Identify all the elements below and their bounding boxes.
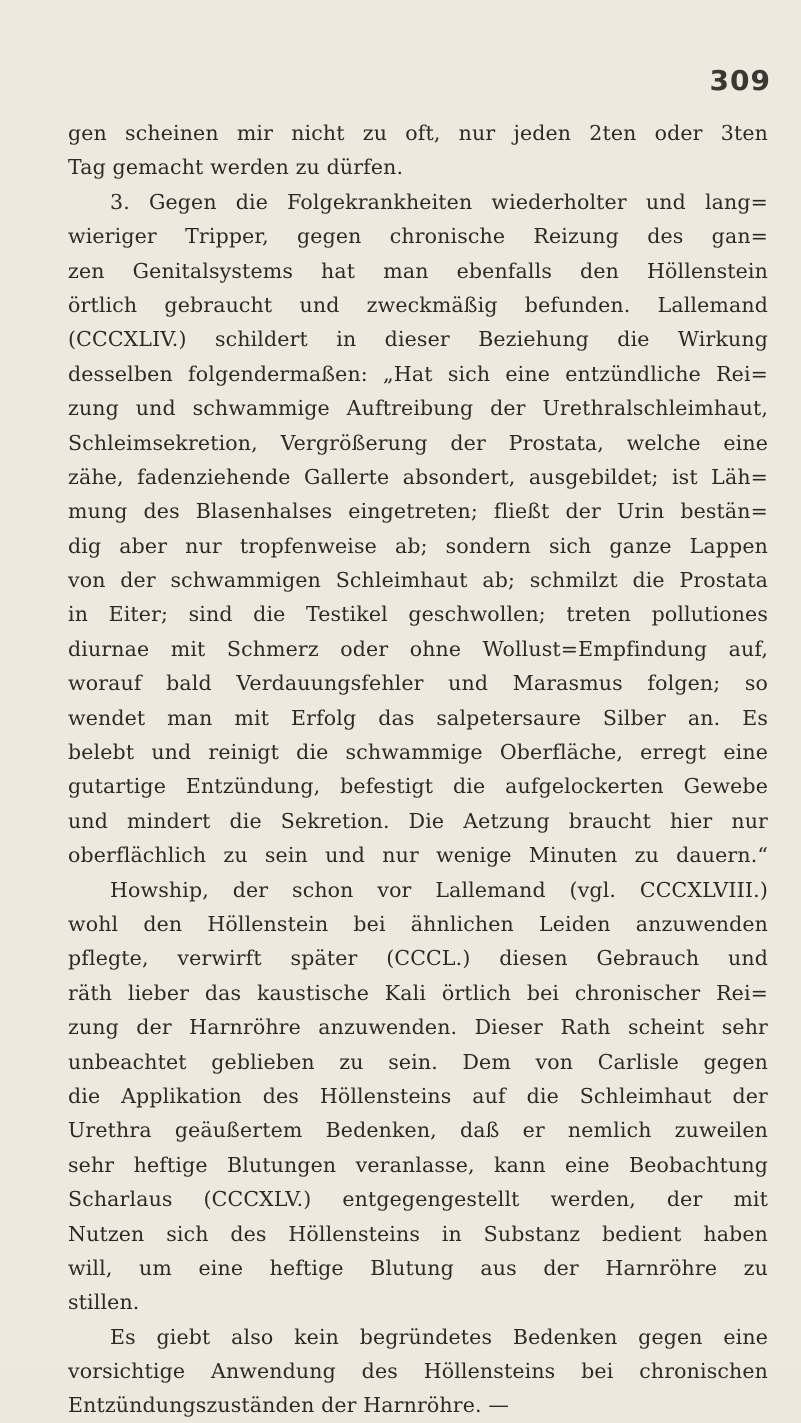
text-line: vorsichtige Anwendung des Höllensteins bei chronischen xyxy=(68,1359,768,1384)
text-line: zähe, fadenziehende Gallerte absondert, ausgebildet; ist Läh= xyxy=(68,464,768,489)
text-line: oberflächlich zu sein und nur wenige Minuten zu dauern.“ xyxy=(68,843,768,868)
text-line: von der schwammigen Schleimhaut ab; schmilzt die Prostata xyxy=(68,568,768,593)
text-line: örtlich gebraucht und zweckmäßig befunden. Lallemand xyxy=(68,292,768,317)
text-line: zung und schwammige Auftreibung der Urethralschleimhaut, xyxy=(68,396,768,421)
text-line: Scharlaus (CCCXLV.) entgegengestellt werden, der mit xyxy=(68,1187,768,1212)
text-line: unbeachtet geblieben zu sein. Dem von Carlisle gegen xyxy=(68,1049,768,1074)
text-line: zung der Harnröhre anzuwenden. Dieser Rath scheint sehr xyxy=(68,1015,768,1040)
text-line: stillen. xyxy=(68,1290,140,1315)
text-line: zen Genitalsystems hat man ebenfalls den Höllenstein xyxy=(68,258,768,283)
text-line: wendet man mit Erfolg das salpetersaure Silber an. Es xyxy=(68,705,768,730)
text-line: Tag gemacht werden zu dürfen. xyxy=(68,155,404,180)
text-line: 3. Gegen die Folgekrankheiten wiederholter und lang= xyxy=(110,189,768,214)
text-line: wohl den Höllenstein bei ähnlichen Leiden anzuwenden xyxy=(68,911,768,936)
text-line: Nutzen sich des Höllensteins in Substanz bedient haben xyxy=(68,1221,768,1246)
text-line: Howship, der schon vor Lallemand (vgl. CCCXLVIII.) xyxy=(110,877,768,902)
text-line: wieriger Tripper, gegen chronische Reizung des gan= xyxy=(68,224,768,249)
text-line: belebt und reinigt die schwammige Oberfläche, erregt eine xyxy=(68,740,768,765)
text-line: sehr heftige Blutungen veranlasse, kann eine Beobachtung xyxy=(68,1152,768,1177)
text-line: will, um eine heftige Blutung aus der Harnröhre zu xyxy=(68,1255,768,1280)
text-line: die Applikation des Höllensteins auf die Schleimhaut der xyxy=(68,1083,768,1108)
text-line: gen scheinen mir nicht zu oft, nur jeden 2ten oder 3ten xyxy=(68,121,768,145)
text-line: gutartige Entzündung, befestigt die aufgelockerten Gewebe xyxy=(68,774,768,799)
text-line: mung des Blasenhalses eingetreten; fließt der Urin bestän= xyxy=(68,499,768,524)
text-line: Entzündungszuständen der Harnröhre. — xyxy=(68,1393,509,1418)
text-line: Schleimsekretion, Vergrößerung der Prostata, welche eine xyxy=(68,430,768,455)
text-line: pflegte, verwirft später (CCCL.) diesen Gebrauch und xyxy=(68,946,768,971)
page-number: 309 xyxy=(709,64,771,97)
text-line: diurnae mit Schmerz oder ohne Wollust=Empfindung auf, xyxy=(68,636,768,661)
text-line: dig aber nur tropfenweise ab; sondern sich ganze Lappen xyxy=(68,533,768,558)
text-line: in Eiter; sind die Testikel geschwollen; treten pollutiones xyxy=(68,602,768,627)
text-line: Es giebt also kein begründetes Bedenken gegen eine xyxy=(110,1324,768,1349)
text-line: und mindert die Sekretion. Die Aetzung braucht hier nur xyxy=(68,808,768,833)
text-line: Urethra geäußertem Bedenken, daß er nemlich zuweilen xyxy=(68,1118,768,1143)
text-line: worauf bald Verdauungsfehler und Marasmus folgen; so xyxy=(68,671,768,696)
body-text xyxy=(68,116,768,1423)
text-line: räth lieber das kaustische Kali örtlich bei chronischer Rei= xyxy=(68,980,768,1005)
text-line: (CCCXLIV.) schildert in dieser Beziehung die Wirkung xyxy=(68,327,768,352)
text-line: desselben folgendermaßen: „Hat sich eine entzündliche Rei= xyxy=(68,361,768,386)
